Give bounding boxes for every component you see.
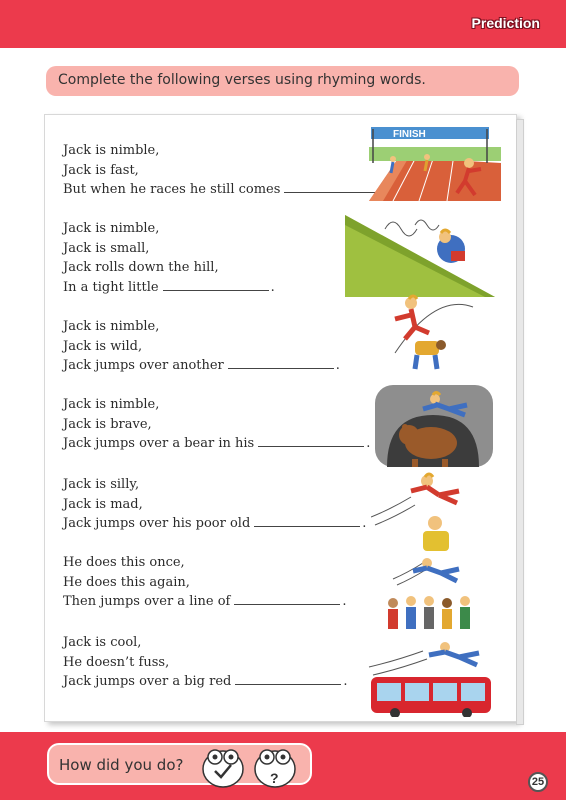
verse-2: Jack is nimble, Jack is small, Jack rolls down the hill, In a tight little .	[63, 221, 275, 295]
svg-text:?: ?	[270, 770, 279, 786]
rolling-down-hill-illustration	[345, 215, 495, 297]
verse-line: He doesn’t fuss,	[63, 654, 170, 670]
owl-question-icon[interactable]	[255, 750, 295, 787]
verse-line: Jack is cool,	[63, 635, 142, 650]
leapfrog-illustration	[375, 293, 475, 371]
verse-line: Jack is fast,	[63, 162, 139, 178]
self-assessment-box	[47, 743, 312, 785]
instruction-banner: Complete the following verses using rhyming words.	[46, 66, 519, 96]
verse-line: Jack rolls down the hill,	[63, 260, 219, 275]
answer-blank[interactable]	[284, 192, 378, 193]
red-bus-illustration	[367, 639, 497, 717]
verse-line: Jack is silly,	[63, 477, 140, 492]
verse-line: Jack is nimble,	[63, 319, 160, 334]
answer-blank[interactable]	[228, 368, 334, 369]
verse-line: Jack is brave,	[63, 416, 152, 432]
verse-line: Jack jumps over his poor old	[63, 516, 251, 531]
verse-line: He does this again,	[63, 574, 190, 590]
verse-5: Jack is silly, Jack is mad, Jack jumps over his poor old .	[63, 477, 367, 531]
verse-3: Jack is nimble, Jack is wild, Jack jumps over another .	[63, 319, 340, 373]
verse-1	[63, 141, 385, 200]
answer-blank[interactable]	[234, 604, 340, 605]
section-title: Prediction	[471, 15, 540, 31]
verse-line: Jack jumps over a big red	[63, 674, 232, 689]
answer-blank[interactable]	[258, 446, 364, 447]
verse-line: Jack is nimble,	[63, 143, 160, 158]
bear-in-cave-illustration	[375, 385, 493, 467]
answer-blank[interactable]	[235, 684, 341, 685]
page-number: 25	[528, 772, 548, 792]
finish-banner-text: FINISH	[393, 129, 426, 140]
verse-line: Jack jumps over another	[63, 358, 224, 373]
owl-check-icon[interactable]	[203, 750, 243, 787]
verse-7: Jack is cool, He doesn’t fuss, Jack jumps over a big red .	[63, 635, 348, 689]
verse-line: Jack jumps over a bear in his	[63, 436, 255, 451]
verse-line: Jack is small,	[63, 240, 150, 256]
self-assessment-prompt: How did you do?	[59, 756, 184, 774]
line-of-men-illustration	[383, 555, 483, 629]
verse-line: In a tight little	[63, 279, 159, 295]
verse-line: But when he races he still comes	[63, 182, 281, 197]
verse-line: He does this once,	[63, 555, 185, 570]
verse-line: Then jumps over a line of	[63, 594, 231, 609]
verse-line: Jack is mad,	[63, 496, 143, 512]
finish-line-race-illustration	[369, 123, 501, 201]
verse-line: Jack is nimble,	[63, 397, 160, 412]
verse-line: Jack is wild,	[63, 338, 143, 354]
verse-line: Jack is nimble,	[63, 221, 160, 236]
owl-icons	[197, 739, 305, 789]
worksheet-card	[44, 114, 517, 722]
jumping-over-dad-illustration	[371, 471, 471, 551]
verse-6: He does this once, He does this again, Then jumps over a line of .	[63, 555, 347, 609]
answer-blank[interactable]	[254, 526, 360, 527]
answer-blank[interactable]	[163, 290, 269, 291]
verse-4: Jack is nimble, Jack is brave, Jack jumps over a bear in his .	[63, 397, 371, 451]
